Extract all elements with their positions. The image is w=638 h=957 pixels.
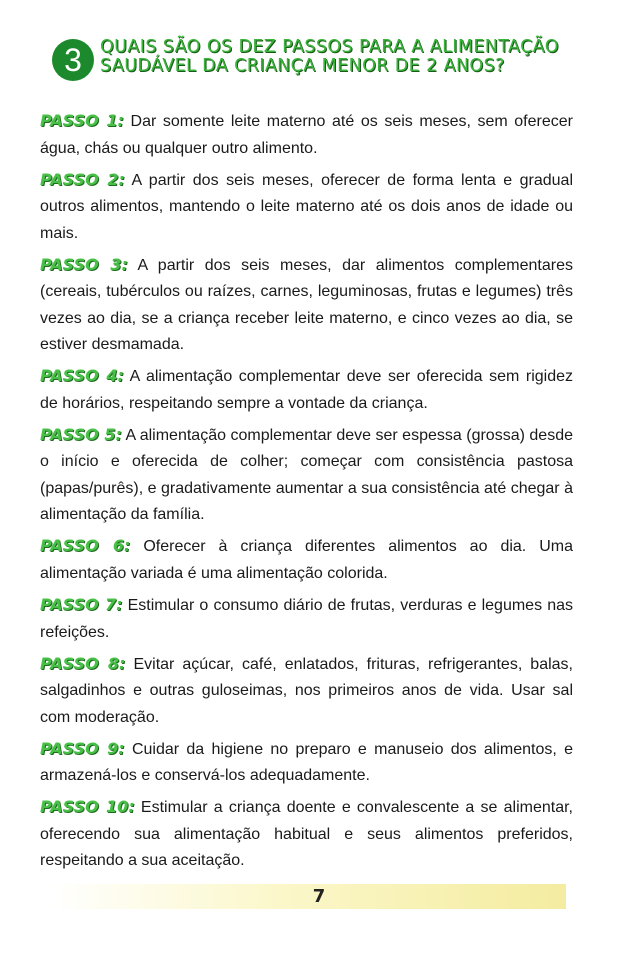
step-10: [40, 794, 573, 875]
step-9: [40, 736, 573, 790]
step-text: A partir dos seis meses, dar alimentos complementares (cereais, tubérculos ou raízes, carnes, leguminosas, frutas e legumes) três vezes ao dia, se a criança receber leite materno, e cinco vezes ao dia, se estiver desmamada.: [40, 256, 573, 354]
step-label: PASSO 7:: [40, 595, 123, 615]
step-text: A partir dos seis meses, oferecer de forma lenta e gradual outros alimentos, mantendo o leite materno até os dois anos de idade ou mais.: [40, 171, 574, 242]
step-label: PASSO 9:: [40, 738, 125, 758]
step-text: Evitar açúcar, café, enlatados, frituras, refrigerantes, balas, salgadinhos e outras guloseimas, nos primeiros anos de vida. Usar sal com moderação.: [40, 655, 574, 726]
step-6: [40, 533, 573, 587]
page-number: 7: [312, 886, 326, 907]
step-text: Cuidar da higiene no preparo e manuseio dos alimentos, e armazená-los e conservá-los adequadamente.: [40, 740, 573, 785]
step-text: A alimentação complementar deve ser oferecida sem rigidez de horários, respeitando sempre a vontade da criança.: [40, 368, 574, 412]
step-label: PASSO 4:: [40, 366, 124, 386]
step-text: Oferecer à criança diferentes alimentos ao dia. Uma alimentação variada é uma alimentação colorida.: [40, 538, 574, 582]
step-7: [40, 592, 573, 646]
step-8: [40, 651, 573, 732]
step-label: PASSO 5:: [40, 424, 122, 444]
section-title-line-2: SAUDÁVEL DA CRIANÇA MENOR DE 2 ANOS?: [100, 56, 505, 76]
section-title: [100, 38, 595, 76]
step-label: PASSO 2:: [40, 169, 125, 189]
step-text: Estimular o consumo diário de frutas, verduras e legumes nas refeições.: [40, 597, 573, 641]
step-2: [40, 167, 573, 248]
step-label: PASSO 3:: [40, 254, 128, 274]
step-label: PASSO 8:: [40, 653, 126, 673]
section-title-line-1: QUAIS SÃO OS DEZ PASSOS PARA A ALIMENTAÇÃO: [100, 37, 559, 57]
step-3: [40, 252, 573, 359]
step-4: [40, 363, 573, 417]
step-text: Estimular a criança doente e convalescente a se alimentar, oferecendo sua alimentação habitual e seus alimentos preferidos, respeitando a sua aceitação.: [40, 799, 573, 870]
section-header: [52, 35, 592, 95]
step-text: A alimentação complementar deve ser espessa (grossa) desde o início e oferecida de colher; começar com consistência pastosa (papas/purês), e gradativamente aumentar a sua consistência até chegar à alimentação da família.: [40, 426, 574, 524]
steps-list: [40, 108, 573, 879]
step-1: [40, 108, 573, 162]
step-text: Dar somente leite materno até os seis meses, sem oferecer água, chás ou qualquer outro alimento.: [40, 113, 573, 157]
step-label: PASSO 6:: [40, 536, 131, 556]
step-label: PASSO 1:: [40, 111, 124, 130]
step-5: [40, 422, 573, 529]
step-label: PASSO 10:: [40, 797, 135, 817]
section-number-badge: 3: [52, 39, 94, 81]
